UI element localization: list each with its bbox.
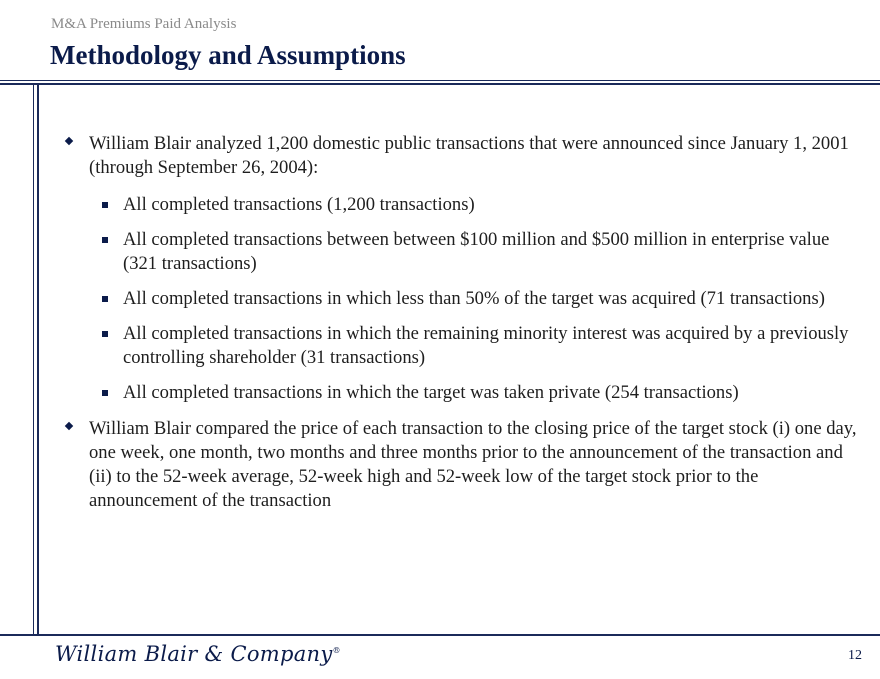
company-logo-text: William Blair & Company <box>55 642 333 666</box>
sub-bullet-list <box>64 193 864 405</box>
company-logo <box>55 642 341 666</box>
diamond-bullet-icon <box>65 137 73 145</box>
bullet-text: William Blair compared the price of each transaction to the closing price of the target stock (i) one day, one week, one month, two months and three months prior to the announcement of the transaction and (ii) to the 52-week average, 52-week high and 52-week low of the target stock prior to the announcement of the transaction <box>89 418 857 511</box>
sub-bullet-text: All completed transactions in which the remaining minority interest was acquired by a previously controlling shareholder (31 transactions) <box>123 323 849 368</box>
sub-bullet-text: All completed transactions between between $100 million and $500 million in enterprise value (321 transactions) <box>123 229 830 274</box>
header-divider-thin <box>0 80 880 81</box>
sub-bullet-item <box>64 228 864 276</box>
sub-bullet-item <box>64 287 864 311</box>
header-subtitle: M&A Premiums Paid Analysis <box>51 16 237 32</box>
bullet-item <box>64 132 864 180</box>
square-bullet-icon <box>102 390 108 396</box>
left-margin-rule-thick <box>37 85 39 634</box>
page-title: Methodology and Assumptions <box>50 40 406 70</box>
registered-mark: ® <box>332 646 341 655</box>
diamond-bullet-icon <box>65 422 73 430</box>
sub-bullet-item <box>64 322 864 370</box>
sub-bullet-text: All completed transactions in which less than 50% of the target was acquired (71 transactions) <box>123 288 825 309</box>
sub-bullet-item <box>64 193 864 217</box>
square-bullet-icon <box>102 237 108 243</box>
square-bullet-icon <box>102 296 108 302</box>
left-margin-rule-thin <box>33 85 34 634</box>
footer-divider <box>0 634 880 636</box>
sub-bullet-text: All completed transactions (1,200 transactions) <box>123 194 475 215</box>
sub-bullet-item <box>64 381 864 405</box>
bullet-text: William Blair analyzed 1,200 domestic public transactions that were announced since January 1, 2001 (through September 26, 2004): <box>89 133 849 178</box>
sub-bullet-text: All completed transactions in which the target was taken private (254 transactions) <box>123 382 739 403</box>
page-number: 12 <box>848 648 862 663</box>
square-bullet-icon <box>102 202 108 208</box>
bullet-item <box>64 417 864 513</box>
square-bullet-icon <box>102 331 108 337</box>
slide-body <box>64 132 864 526</box>
header-divider-thick <box>0 83 880 85</box>
